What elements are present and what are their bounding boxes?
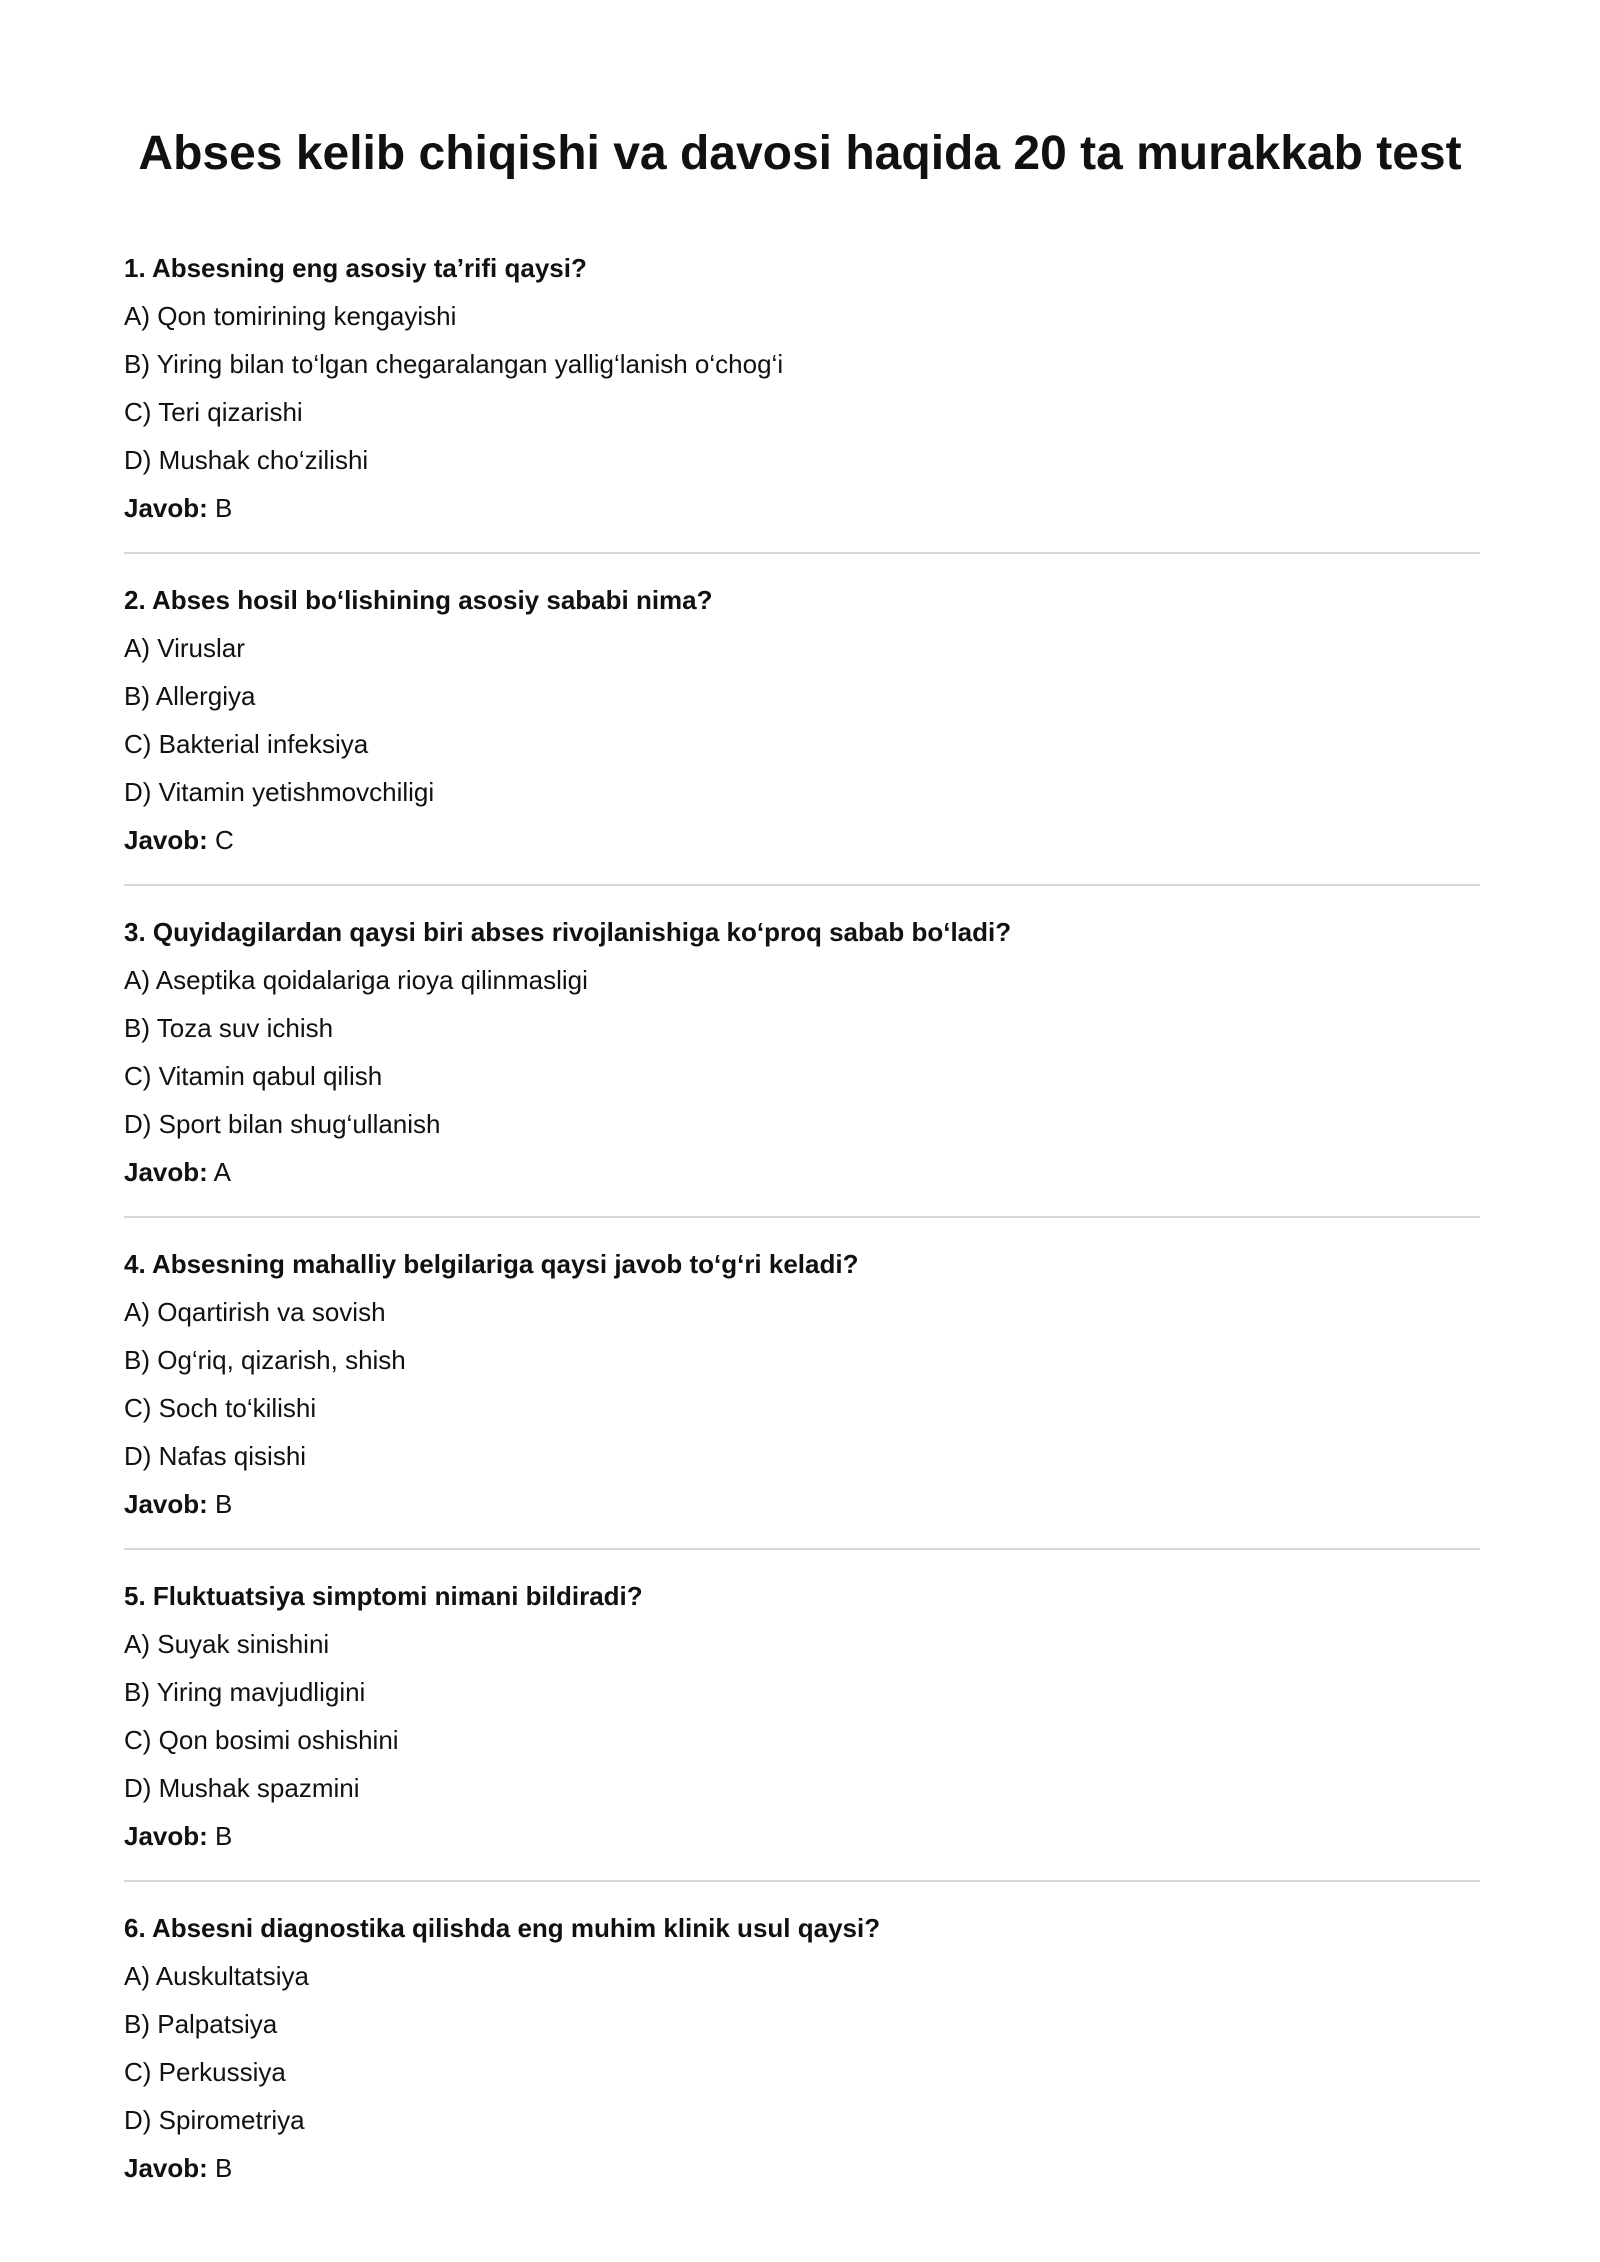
answer-line (124, 484, 1480, 532)
answer-label: Javob: (124, 493, 208, 523)
question-text: 6. Absesni diagnostika qilishda eng muhim klinik usul qaysi? (124, 1913, 881, 1943)
answer-label: Javob: (124, 2153, 208, 2183)
question-block (124, 908, 1480, 1218)
question-text: 4. Absesning mahalliy belgilariga qaysi javob to‘g‘ri keladi? (124, 1249, 859, 1279)
answer-label: Javob: (124, 1157, 208, 1187)
answer-line (124, 816, 1480, 864)
question-text: 2. Abses hosil bo‘lishining asosiy sababi nima? (124, 585, 713, 615)
question-text: 1. Absesning eng asosiy ta’rifi qaysi? (124, 253, 587, 283)
answer-option: A) Oqartirish va sovish (124, 1297, 386, 1327)
answer-line (124, 1812, 1480, 1860)
answer-label: Javob: (124, 825, 208, 855)
answer-option: C) Perkussiya (124, 2057, 286, 2087)
answer-line (124, 2144, 1480, 2192)
answer-option: C) Qon bosimi oshishini (124, 1725, 399, 1755)
answer-option: B) Og‘riq, qizarish, shish (124, 1345, 406, 1375)
answer-option: A) Viruslar (124, 633, 245, 663)
answer-option: D) Vitamin yetishmovchiligi (124, 777, 435, 807)
answer-value: B (215, 1821, 233, 1851)
answer-option: D) Sport bilan shug‘ullanish (124, 1109, 441, 1139)
answer-option: B) Allergiya (124, 681, 256, 711)
answer-option: B) Yiring bilan to‘lgan chegaralangan yallig‘lanish o‘chog‘i (124, 349, 784, 379)
answer-option: A) Qon tomirining kengayishi (124, 301, 457, 331)
question-list (124, 244, 1480, 2212)
answer-label: Javob: (124, 1821, 208, 1851)
answer-option: B) Palpatsiya (124, 2009, 278, 2039)
question-block (124, 244, 1480, 554)
answer-value: B (215, 1489, 233, 1519)
answer-option: D) Mushak cho‘zilishi (124, 445, 369, 475)
answer-option: B) Toza suv ichish (124, 1013, 334, 1043)
answer-option: B) Yiring mavjudligini (124, 1677, 366, 1707)
question-text: 5. Fluktuatsiya simptomi nimani bildiradi? (124, 1581, 643, 1611)
answer-value: A (213, 1157, 231, 1187)
question-block (124, 1904, 1480, 2212)
answer-label: Javob: (124, 1489, 208, 1519)
answer-value: C (215, 825, 234, 855)
question-block (124, 1572, 1480, 1882)
answer-option: C) Bakterial infeksiya (124, 729, 369, 759)
answer-option: D) Mushak spazmini (124, 1773, 360, 1803)
answer-value: B (215, 493, 233, 523)
document-title: Abses kelib chiqishi va davosi haqida 20 ta murakkab test (138, 127, 1462, 180)
question-block (124, 1240, 1480, 1550)
answer-option: D) Nafas qisishi (124, 1441, 307, 1471)
answer-option: C) Soch to‘kilishi (124, 1393, 317, 1423)
answer-option: C) Teri qizarishi (124, 397, 303, 427)
answer-option: A) Suyak sinishini (124, 1629, 330, 1659)
answer-option: A) Aseptika qoidalariga rioya qilinmasligi (124, 965, 588, 995)
answer-value: B (215, 2153, 233, 2183)
answer-line (124, 1480, 1480, 1528)
answer-option: D) Spirometriya (124, 2105, 305, 2135)
answer-line (124, 1148, 1480, 1196)
answer-option: C) Vitamin qabul qilish (124, 1061, 383, 1091)
question-text: 3. Quyidagilardan qaysi biri abses rivojlanishiga ko‘proq sabab bo‘ladi? (124, 917, 1012, 947)
answer-option: A) Auskultatsiya (124, 1961, 309, 1991)
question-block (124, 576, 1480, 886)
